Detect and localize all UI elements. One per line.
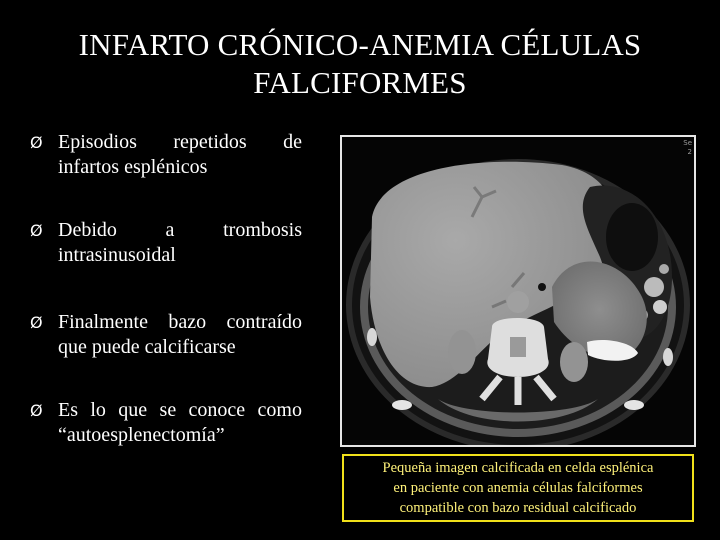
arrow-bullet-icon: Ø [30, 401, 43, 420]
bullet-text [58, 218, 302, 268]
ct-scan-drawing [342, 137, 694, 445]
bullet-text [58, 130, 302, 180]
bullet-item [30, 310, 302, 360]
bullet-line-1: Debido a trombosis [58, 219, 302, 241]
bullet-line-1: Finalmente bazo contraído [58, 311, 302, 333]
bullet-line-2: intrasinusoidal [58, 244, 176, 266]
bullet-line-1: Es lo que se conoce como [58, 399, 302, 421]
slide-title [30, 26, 690, 102]
caption-line-1: Pequeña imagen calcificada en celda esplénica [382, 460, 654, 476]
caption-line-2: en paciente con anemia células falciformes [393, 480, 643, 496]
image-corner-label [683, 139, 692, 157]
bullet-item [30, 218, 302, 268]
arrow-bullet-icon: Ø [30, 313, 43, 332]
slide-title-line-1: INFARTO CRÓNICO-ANEMIA CÉLULAS [78, 27, 642, 62]
bullet-item [30, 130, 302, 180]
bullet-item [30, 398, 302, 448]
bullet-line-2: infartos esplénicos [58, 156, 208, 178]
bullet-line-2: “autoesplenectomía” [58, 424, 225, 446]
image-corner-line-1: Se [683, 139, 692, 147]
image-caption [342, 454, 694, 522]
bullet-text [58, 310, 302, 360]
bullet-line-2: que puede calcificarse [58, 336, 236, 358]
arrow-bullet-icon: Ø [30, 221, 43, 240]
bullet-line-1: Episodios repetidos de [58, 131, 302, 153]
ct-scan-image [340, 135, 696, 447]
image-corner-line-2: 2 [687, 148, 692, 156]
bullet-text [58, 398, 302, 448]
slide-title-line-2: FALCIFORMES [253, 65, 467, 100]
caption-line-3: compatible con bazo residual calcificado [399, 500, 637, 516]
arrow-bullet-icon: Ø [30, 133, 43, 152]
